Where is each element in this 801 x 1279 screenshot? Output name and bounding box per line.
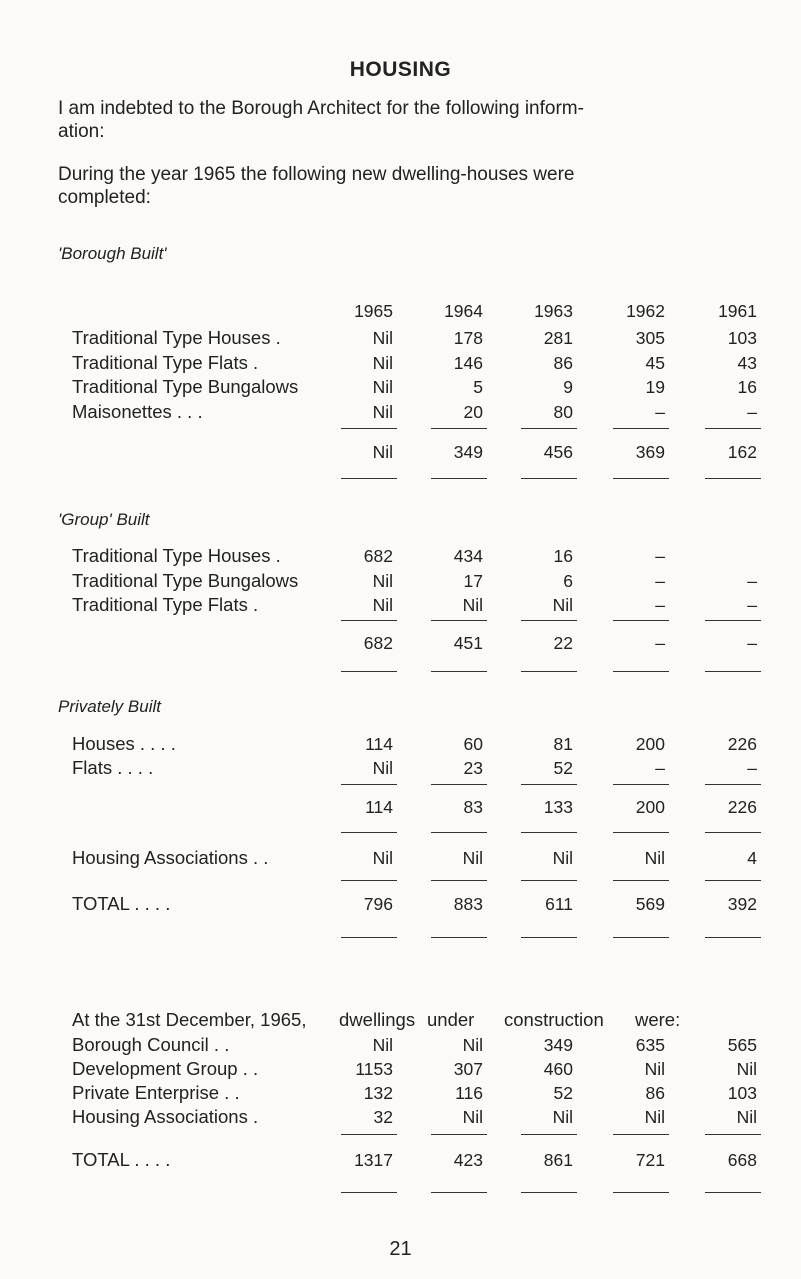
subtotal-rule [705,478,761,479]
subtotal-rule [431,671,487,672]
borough-row-cell: 80 [553,402,573,422]
group-total-cell: 451 [453,633,483,653]
year-header-cell: 1961 [718,301,757,321]
year-header-cell: 1964 [444,301,483,321]
subtotal-rule [613,428,669,429]
grand-total-cell: 611 [545,894,573,914]
subtotal-rule [341,478,397,479]
housing-associations-cell: Nil [644,848,665,868]
borough-total-cell: 162 [727,442,757,462]
grand-total-cell: 392 [727,894,757,914]
completed-line-1: During the year 1965 the following new dwelling-houses were [58,164,575,185]
grand-total-cell: 796 [363,894,393,914]
completed-line-2: completed: [58,187,151,208]
construction-total-label: TOTAL . . . . [72,1149,171,1170]
subtotal-rule [341,880,397,881]
group-row-cell: 682 [363,546,393,566]
subtotal-rule [521,428,577,429]
private-row-label: Houses . . . . [72,733,176,754]
private-row-cell: Nil [372,758,393,778]
subtotal-rule [521,478,577,479]
borough-row-label: Traditional Type Bungalows [72,376,299,397]
group-row-cell: – [747,595,757,615]
borough-row-cell: 9 [563,377,573,397]
subtotal-rule [613,478,669,479]
borough-row-cell: 305 [635,328,665,348]
private-row-label: Flats . . . . [72,757,154,778]
private-row-cell: 226 [727,734,757,754]
group-total-cell: 682 [363,633,393,653]
private-total-cell: 83 [463,797,483,817]
construction-row-cell: Nil [552,1107,573,1127]
total-rule [341,937,397,938]
private-total-cell: 133 [543,797,573,817]
subtotal-rule [341,1134,397,1135]
construction-row-label: Private Enterprise . . [72,1082,240,1103]
year-header-cell: 1962 [626,301,665,321]
construction-row-cell: 32 [373,1107,393,1127]
borough-total-cell: Nil [372,442,393,462]
private-row-cell: – [747,758,757,778]
group-row-cell: – [747,571,757,591]
page-number: 21 [389,1238,412,1260]
subtotal-rule [705,671,761,672]
group-row-label: Traditional Type Houses . [72,545,281,566]
borough-built-heading: 'Borough Built' [58,244,167,263]
group-row-cell: – [655,595,665,615]
private-row-cell: 52 [553,758,573,778]
group-row-label: Traditional Type Flats . [72,594,259,615]
construction-row-label: Development Group . . [72,1058,259,1079]
construction-row-cell: 103 [727,1083,757,1103]
total-rule [431,1192,487,1193]
borough-row-cell: – [655,402,665,422]
construction-row-label: Borough Council . . [72,1034,230,1055]
borough-row-cell: 146 [453,353,483,373]
construction-row-cell: 86 [645,1083,665,1103]
borough-total-cell: 369 [635,442,665,462]
group-built-heading: 'Group' Built [58,510,150,529]
borough-row-label: Traditional Type Houses . [72,327,281,348]
construction-total-cell: 1317 [354,1150,393,1170]
borough-row-label: Maisonettes . . . [72,401,203,422]
subtotal-rule [613,784,669,785]
subtotal-rule [613,832,669,833]
subtotal-rule [521,784,577,785]
privately-built-heading: Privately Built [58,697,161,716]
subtotal-rule [431,784,487,785]
construction-row-cell: Nil [462,1107,483,1127]
private-total-cell: 200 [635,797,665,817]
borough-row-cell: Nil [372,377,393,397]
construction-row-cell: 460 [543,1059,573,1079]
group-row-cell: – [655,571,665,591]
borough-row-cell: 5 [473,377,483,397]
group-row-cell: 6 [563,571,573,591]
private-row-cell: 200 [635,734,665,754]
private-total-cell: 226 [727,797,757,817]
intro-line-1: I am indebted to the Borough Architect for the following inform- [58,98,584,119]
total-rule [613,1192,669,1193]
borough-row-cell: 178 [453,328,483,348]
group-row-cell: 16 [553,546,573,566]
year-header-cell: 1965 [354,301,393,321]
construction-total-cell: 423 [453,1150,483,1170]
subtotal-rule [705,880,761,881]
total-rule [521,937,577,938]
total-rule [613,937,669,938]
total-rule [341,1192,397,1193]
construction-row-cell: Nil [736,1107,757,1127]
construction-heading-word: construction [504,1009,604,1030]
borough-row-cell: – [747,402,757,422]
construction-total-cell: 668 [727,1150,757,1170]
housing-associations-cell: Nil [552,848,573,868]
grand-total-label: TOTAL . . . . [72,893,171,914]
total-rule [431,937,487,938]
subtotal-rule [613,1134,669,1135]
housing-associations-cell: 4 [747,848,757,868]
group-row-cell: 434 [453,546,483,566]
private-row-cell: – [655,758,665,778]
construction-row-label: Housing Associations . [72,1106,259,1127]
borough-total-cell: 349 [453,442,483,462]
subtotal-rule [521,620,577,621]
housing-associations-label: Housing Associations . . [72,847,269,868]
private-row-cell: 114 [365,734,393,754]
borough-row-cell: Nil [372,328,393,348]
subtotal-rule [341,428,397,429]
grand-total-cell: 883 [453,894,483,914]
construction-row-cell: 52 [553,1083,573,1103]
total-rule [521,1192,577,1193]
private-total-cell: 114 [365,797,393,817]
subtotal-rule [613,620,669,621]
year-header-cell: 1963 [534,301,573,321]
borough-row-cell: 45 [645,353,665,373]
subtotal-rule [521,1134,577,1135]
private-row-cell: 23 [463,758,483,778]
subtotal-rule [521,832,577,833]
subtotal-rule [341,671,397,672]
construction-heading-word: under [427,1009,475,1030]
borough-row-cell: 43 [737,353,757,373]
construction-row-cell: 565 [727,1035,757,1055]
subtotal-rule [705,784,761,785]
private-row-cell: 81 [553,734,573,754]
subtotal-rule [431,1134,487,1135]
subtotal-rule [613,880,669,881]
page-title: HOUSING [349,58,452,81]
borough-row-cell: 281 [543,328,573,348]
subtotal-rule [341,784,397,785]
subtotal-rule [431,478,487,479]
subtotal-rule [431,428,487,429]
borough-total-cell: 456 [543,442,573,462]
construction-heading-word: dwellings [339,1009,416,1030]
group-row-cell: Nil [372,595,393,615]
construction-heading-prefix: At the 31st December, 1965, [72,1009,307,1030]
borough-row-cell: Nil [372,402,393,422]
borough-row-cell: Nil [372,353,393,373]
construction-row-cell: Nil [644,1107,665,1127]
borough-row-cell: 19 [645,377,665,397]
group-total-cell: 22 [553,633,573,653]
group-row-label: Traditional Type Bungalows [72,570,299,591]
construction-heading-word: were: [635,1009,681,1030]
subtotal-rule [521,880,577,881]
construction-row-cell: Nil [736,1059,757,1079]
private-row-cell: 60 [463,734,483,754]
total-rule [705,937,761,938]
subtotal-rule [705,1134,761,1135]
subtotal-rule [431,880,487,881]
borough-row-cell: 16 [737,377,757,397]
borough-row-cell: 103 [727,328,757,348]
construction-total-cell: 721 [635,1150,665,1170]
subtotal-rule [431,832,487,833]
subtotal-rule [341,620,397,621]
construction-row-cell: Nil [372,1035,393,1055]
subtotal-rule [705,832,761,833]
group-total-cell: – [747,633,757,653]
borough-row-label: Traditional Type Flats . [72,352,259,373]
group-row-cell: Nil [462,595,483,615]
housing-associations-cell: Nil [372,848,393,868]
construction-row-cell: 132 [363,1083,393,1103]
group-row-cell: – [655,546,665,566]
construction-row-cell: 349 [543,1035,573,1055]
subtotal-rule [431,620,487,621]
subtotal-rule [613,671,669,672]
construction-total-cell: 861 [543,1150,573,1170]
construction-row-cell: 635 [635,1035,665,1055]
group-row-cell: 17 [463,571,483,591]
construction-row-cell: 116 [455,1083,483,1103]
construction-row-cell: 307 [453,1059,483,1079]
subtotal-rule [705,428,761,429]
construction-row-cell: 1153 [355,1059,393,1079]
intro-line-2: ation: [58,121,105,142]
construction-row-cell: Nil [462,1035,483,1055]
subtotal-rule [705,620,761,621]
group-row-cell: Nil [372,571,393,591]
borough-row-cell: 86 [553,353,573,373]
construction-row-cell: Nil [644,1059,665,1079]
grand-total-cell: 569 [635,894,665,914]
group-row-cell: Nil [552,595,573,615]
subtotal-rule [341,832,397,833]
group-total-cell: – [655,633,665,653]
housing-associations-cell: Nil [462,848,483,868]
subtotal-rule [521,671,577,672]
total-rule [705,1192,761,1193]
borough-row-cell: 20 [463,402,483,422]
